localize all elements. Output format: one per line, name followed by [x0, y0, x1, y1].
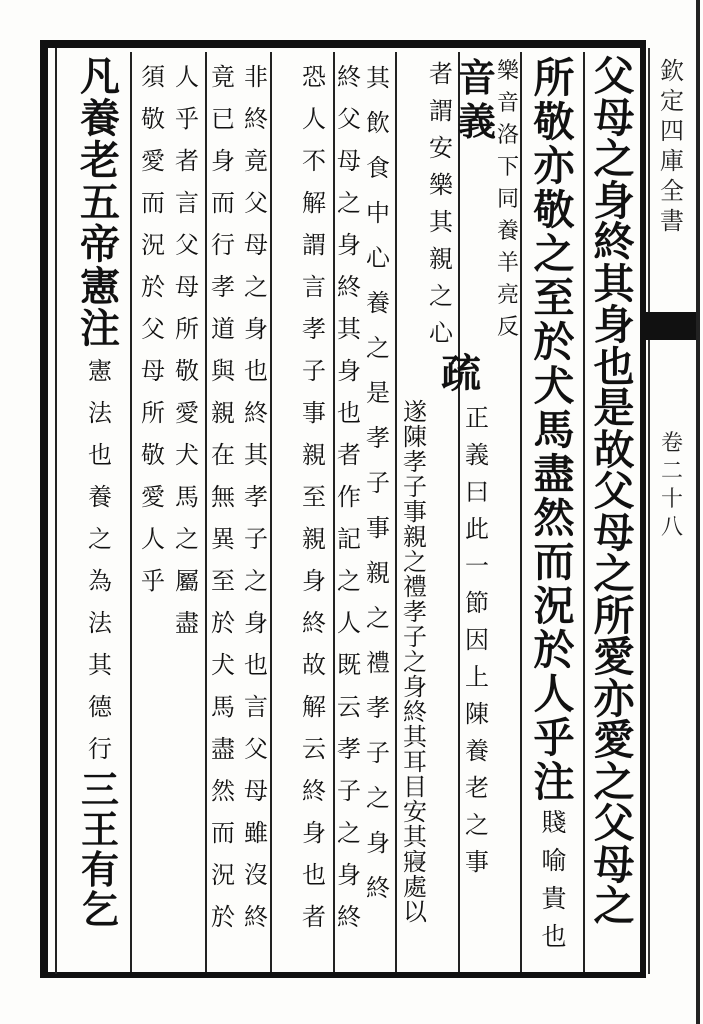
text-column-3 [457, 55, 496, 144]
text-column-10 [208, 56, 238, 938]
annotation-text: 竟已身而行孝道與親在無異至於犬馬盡然而況於 [211, 63, 235, 931]
annotation-text: 須敬愛而況於父母所敬愛人乎 [141, 63, 165, 595]
text-column-12 [138, 56, 168, 602]
page-edge [696, 0, 700, 1024]
main-text: 三王有乞 [80, 767, 119, 932]
frame-right-border [640, 40, 646, 978]
text-column-4-lower [433, 350, 489, 398]
column-rule [458, 52, 460, 972]
column-rule [583, 52, 585, 972]
annotation-text: 者謂安樂其親之心 [429, 60, 453, 347]
margin-book-title [654, 56, 690, 236]
text-column-2 [526, 56, 582, 956]
column-rule [130, 52, 132, 972]
annotation-text: 人乎者言父母所敬愛犬馬之屬盡 [175, 63, 199, 637]
column-rule [205, 52, 207, 972]
annotation-text: 正義曰此一節因上陳養老之事 [465, 404, 489, 876]
text-column-7 [298, 56, 330, 938]
text-column-3-note [494, 56, 522, 344]
margin-juan-label [654, 430, 690, 542]
annotation-text: 賤喻貴也 [541, 808, 567, 951]
fishtail-mark [646, 312, 696, 340]
frame-left-border [40, 40, 48, 978]
annotation-text: 遂陳孝子事親之禮孝子之身終其耳目安其寢處以 [403, 398, 427, 926]
annotation-text: 樂音洛下同養羊亮反 [496, 59, 519, 340]
text-column-9 [242, 56, 270, 938]
text-column-4 [425, 56, 457, 352]
annotation-text: 終父母之身終其身也者作記之人既云孝子之身終 [337, 63, 361, 931]
text-column-4-note [462, 400, 492, 881]
annotation-text: 憲法也養之為法其德行 [88, 357, 112, 763]
frame-right-inner-line [648, 48, 650, 974]
annotation-text: 其飲食中心養之是孝子事親之禮孝子之身終 [366, 64, 390, 902]
text-column-1 [588, 52, 640, 930]
text-column-8 [334, 56, 364, 938]
text-column-11 [172, 56, 202, 644]
section-heading: 疏 [441, 350, 481, 397]
main-text: 所敬亦敬之至於犬馬盡然而況於人乎注 [533, 54, 575, 806]
frame-bottom-border [40, 972, 646, 978]
frame-top-border [40, 40, 646, 48]
margin-title-text: 欽定四庫全書 [660, 57, 684, 235]
column-rule [270, 52, 272, 972]
main-text: 父母之身終其身也是故父母之所愛亦愛之父母之 [593, 52, 635, 930]
main-text: 凡養老五帝憲注 [80, 53, 120, 352]
section-heading: 音義 [457, 55, 496, 144]
frame-left-inner-line [55, 48, 57, 974]
annotation-text: 非終竟父母之身也終其孝子之身也言父母雖沒終 [244, 63, 268, 931]
text-column-5 [362, 56, 394, 911]
margin-juan-text: 卷二十八 [660, 431, 683, 540]
text-column-6 [400, 400, 430, 925]
text-column-13 [72, 53, 128, 932]
annotation-text: 恐人不解謂言孝子事親至親身終故解云終身也者 [302, 63, 326, 931]
column-rule [395, 52, 397, 972]
